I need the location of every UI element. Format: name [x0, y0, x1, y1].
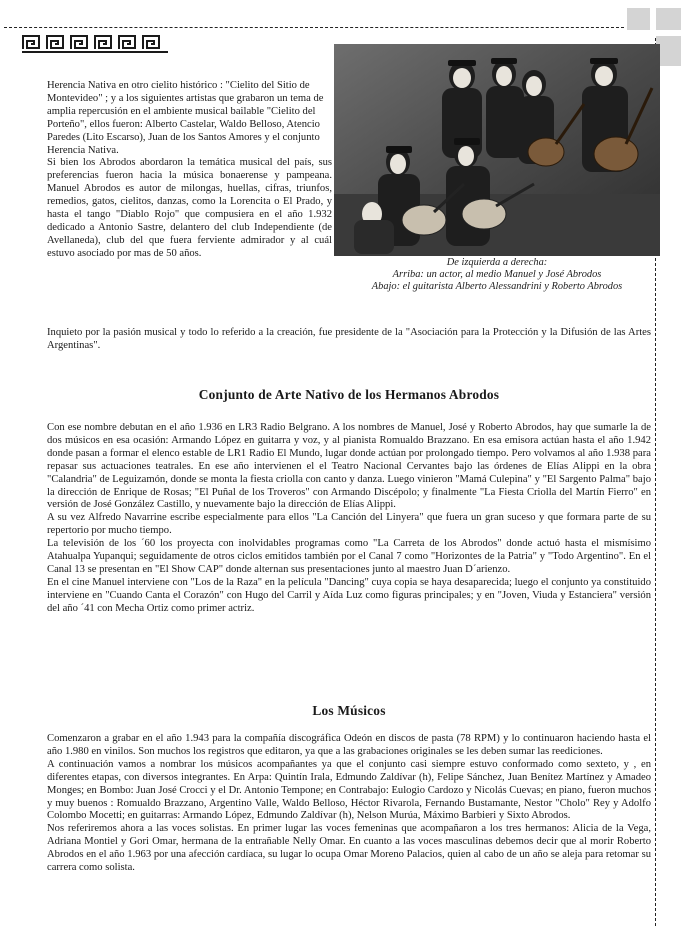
- body-paragraph: La televisión de los ´60 los proyecta con inolvidables programas como "La Carreta de los Abrodos" donde actuó hasta el mismísimo Atahualpa Yupanqui; seguidamente de otros ciclos emitidos también por el Canal 7 como "Horizontes de la Patria" y "Todo Argentino". En el Canal 13 se presentan en "El Show CAP" donde alternan sus presentaciones junto al maestro Juan D´arienzo.: [47, 538, 651, 575]
- section-body-conjunto: [47, 422, 651, 616]
- caption-line: Arriba: un actor, al medio Manuel y José Abrodos: [392, 269, 602, 281]
- body-paragraph: Con ese nombre debutan en el año 1.936 en LR3 Radio Belgrano. A los nombres de Manuel, José y Roberto Abrodos, hay que sumarle la de dos músicos en esa ocasión: Armando López en guitarra y voz, y al pianista Romualdo Brazzano. En esa emisora actúan hasta el año 1.942 donde pasan a formar el elenco estable de LR1 Radio El Mundo, lugar donde actúan por prolongado tiempo. Pero volvamos al año 1.938 para repasar sus actuaciones teatrales. En ese año intervienen el el Teatro Nacional Cervantes bajo las órdenes de Elías Alippi en la obra "Calandria" de Leguizamón, donde se monta la fiesta criolla con canto y danza. Luego vinieron "Mamá Culepina" y "El Sargento Palma" bajo la dirección de Enrique de Rosas; "El Puñal de los Troveros" con Armando Discépolo; y finalmente "La Fiesta Criolla del Martín Fierro" en versión de José González Castillo, y nuevamente bajo la dirección de Elías Alippi.: [47, 422, 651, 511]
- intro-paragraph: Si bien los Abrodos abordaron la temática musical del país, sus preferencias fueron hacia la música bonaerense y pampeana. Manuel Abrodos es autor de milongas, huellas, cifras, triunfos, remedios, gatos, cielitos, danzas, como la Lorencita o El Prado, y hasta el tango "Diablo Rojo" que compusiera en el año 1.932 dedicado a Antonio Sastre, delantero del club Independiente (de Avellaneda), club del que fuera ferviente admirador y al cuál estuvo asociado por mas de 50 años.: [47, 157, 332, 259]
- body-paragraph: En el cine Manuel interviene con "Los de la Raza" en la película "Dancing" cuya copia se haya desaparecida; luego el conjunto ya constituido interviene en "Cuando Canta el Corazón" con Hugo del Carril y Aída Luz como figuras principales; y en "Joven, Viuda y Estanciera" versión del año ´41 con Mecha Ortiz como primer actriz.: [47, 576, 651, 614]
- section-heading-conjunto: Conjunto de Arte Nativo de los Hermanos Abrodos: [198, 387, 500, 402]
- caption-line: Abajo: el guitarista Alberto Alessandrini y Roberto Abrodos: [371, 281, 623, 293]
- top-dashed-rule: [4, 27, 624, 28]
- intro-full-width: [47, 327, 651, 353]
- intro-paragraph: Inquieto por la pasión musical y todo lo referido a la creación, fue presidente de la "Asociación para la Protección y la Difusión de las Artes Argentinas".: [47, 327, 651, 351]
- caption-line: De izquierda a derecha:: [446, 257, 548, 268]
- photo-caption: [334, 257, 660, 294]
- section-heading-musicos: Los Músicos: [312, 703, 386, 718]
- body-paragraph: A continuación vamos a nombrar los músicos acompañantes ya que el conjunto casi siempre estuvo conformado como sexteto, y , en diferentes etapas, con diversos integrantes. En Arpa: Quintín Irala, Edmundo Zaldívar (h), Felipe Sánchez, Juan Benítez Martínez y Amadeo Monges; en Bombo: Juan José Crocci y el Dr. Antonio Tempone; en Contrabajo: Eulogio Cardozo y Nicolás Cuevas; en piano, fueron muchos y muy buenos : Romualdo Brazzano, Argentino Valle, Waldo Belloso, Héctor Rivarola, Fernando Bustamante, Nestor "Cholo" Rey y Adolfo Colombo Mocetti; en guitarras: Armando López, Edmundo Zaldívar (h), Nelson Murúa, Máximo Barbieri y Sixto Abrodos.: [47, 758, 651, 822]
- greek-key-ornament: [22, 33, 168, 53]
- body-paragraph: A su vez Alfredo Navarrine escribe especialmente para ellos "La Canción del Linyera" que fuera un gran suceso y que formara parte de su repertorio por mucho tiempo.: [47, 512, 651, 537]
- intro-column: [47, 80, 332, 261]
- band-portrait-photo: [334, 44, 660, 256]
- body-paragraph: Comenzaron a grabar en el año 1.943 para la compañía discográfica Odeón en discos de pasta (78 RPM) y lo continuaron haciendo hasta el año 1.980 en vinilos. Son muchos los registros que editaron, ya que a las grabaciones originales se les deben sumar las reediciones.: [47, 733, 651, 757]
- band-portrait-icon: [334, 44, 660, 256]
- section-body-musicos: [47, 733, 651, 875]
- body-paragraph: Nos referiremos ahora a las voces solistas. En primer lugar las voces femeninas que acompañaron a los tres hermanos: Alicia de la Vega, Adriana Montiel y Gori Omar, hermana de la entrañable Nelly Omar. En cuanto a las voces masculinas debemos decir que al morir Roberto Abrodos en el año 1.963 por una afección cardíaca, su lugar lo ocupa Omar Moreno Palacios, quien al cabo de un año se aleja para retomar su carrera como solista.: [47, 823, 651, 874]
- intro-paragraph: Herencia Nativa en otro cielito histórico : "Cielito del Sitio de Montevideo" ; y a los siguientes artistas que grabaron un tema de amplia repercusión en el ambiente musical bailable "Cielito del Porteño", ellos fueron: Alberto Castelar, Waldo Belloso, Atencio Paredes (Lito Escarso), Juan de los Santos Amores y el conjunto Herencia Nativa.: [47, 80, 324, 156]
